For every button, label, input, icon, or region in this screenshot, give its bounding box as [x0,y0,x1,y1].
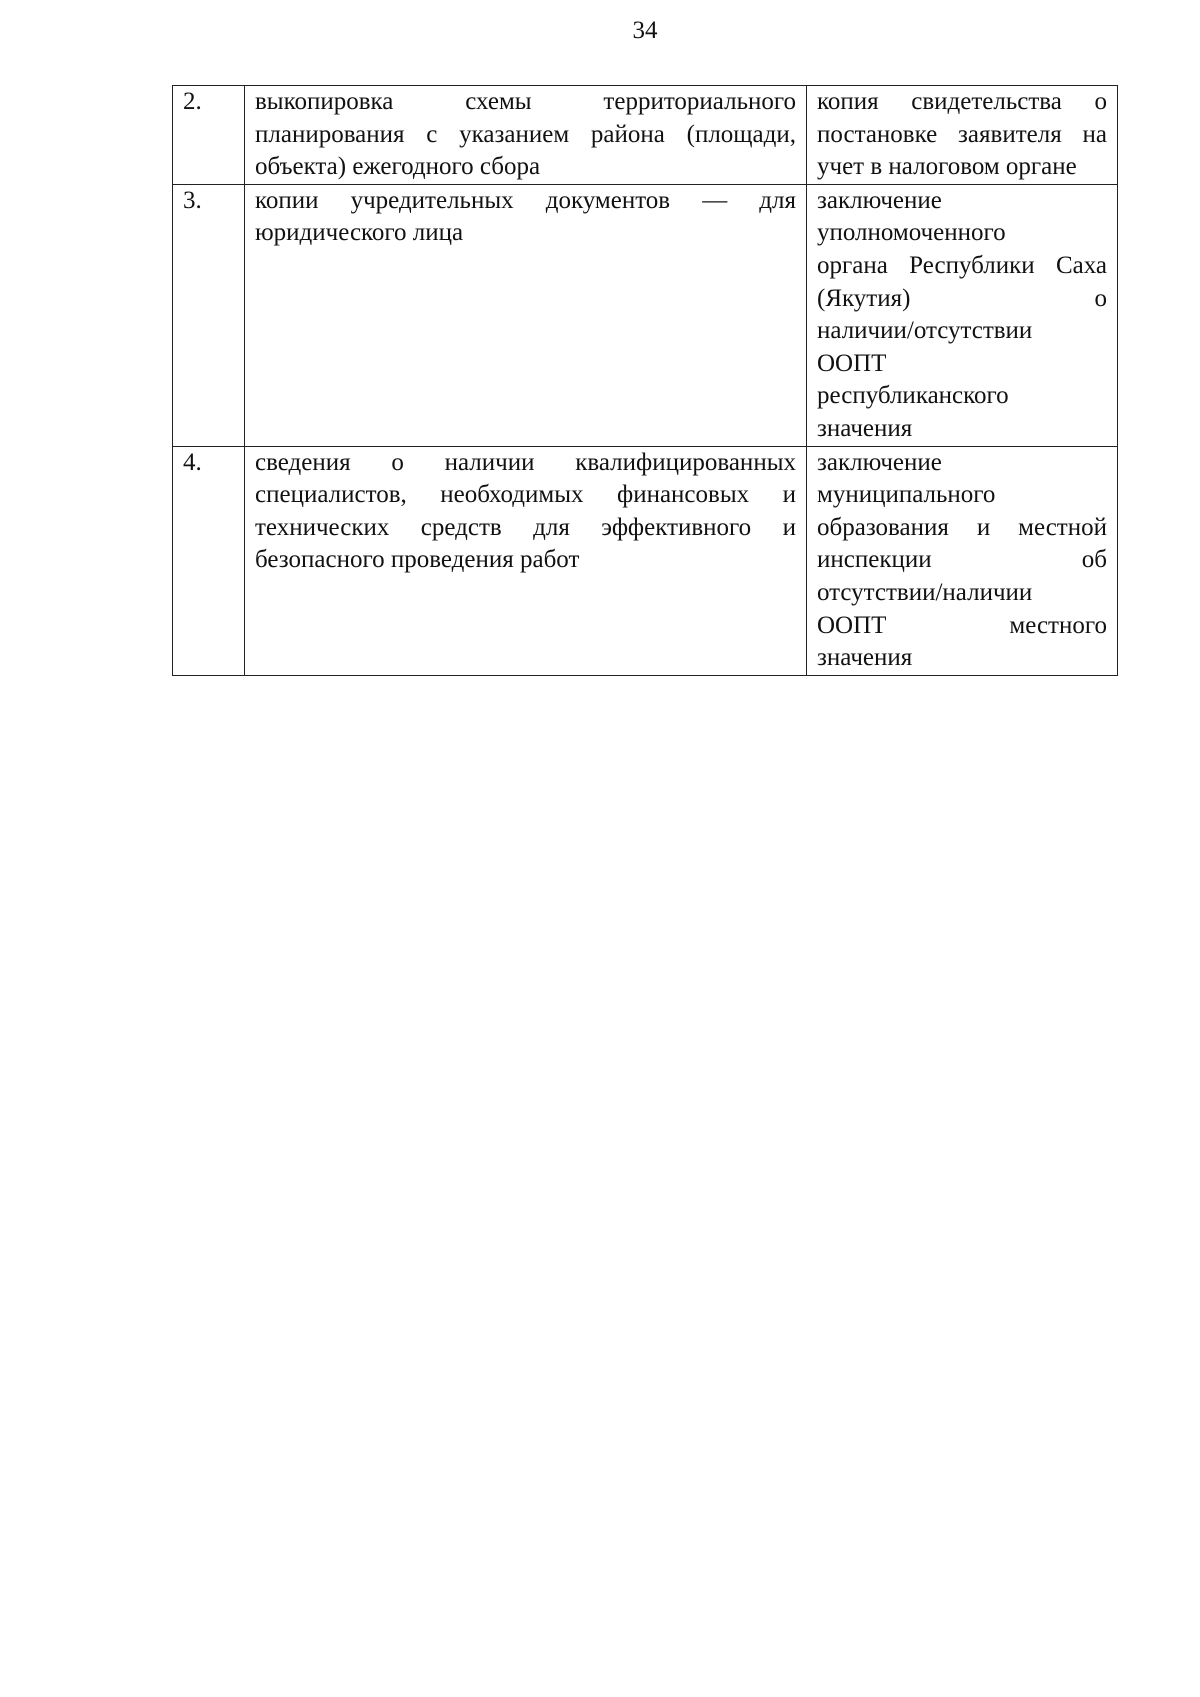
document-line: республиканского [817,382,1009,410]
description-line: выкопировка схемы территориального [255,88,796,115]
requirements-table [172,85,1118,676]
document-line: инспекции об [817,546,1107,574]
document-line: (Якутия) о [817,284,1107,312]
document-line: образования и местной [817,513,1107,541]
document-line: значения [817,414,913,442]
description-cell [245,86,807,185]
document-line: ООПТ местного [817,611,1107,639]
document-line: значения [817,644,913,672]
table-row [173,184,1118,446]
document-line: учет в налоговом органе [817,153,1077,181]
description-line: объекта) ежегодного сбора [255,153,541,181]
document-cell [807,184,1118,446]
description-line: специалистов, необходимых финансовых и [255,481,796,509]
document-line: отсутствии/наличии [817,578,1033,606]
description-line: сведения о наличии квалифицированных [255,448,796,476]
document-line: муниципального [817,481,996,509]
row-number-cell: 4. [173,446,245,675]
table-row [173,86,1118,185]
description-line: юридического лица [255,219,464,247]
document-line: уполномоченного [817,219,1006,247]
row-number-cell: 2. [173,86,245,185]
page-number: 34 [632,17,658,44]
description-line: копии учредительных документов — для [255,186,796,214]
description-line: технических средств для эффективного и [255,513,796,541]
document-cell [807,86,1118,185]
document-line: ООПТ [817,349,887,377]
document-cell [807,446,1118,675]
document-line: постановке заявителя на [817,120,1107,148]
document-line: заключение [817,448,942,476]
row-number-cell: 3. [173,184,245,446]
document-line: копия свидетельства о [817,88,1107,115]
table-row [173,446,1118,675]
description-cell [245,184,807,446]
document-line: заключение [817,186,942,214]
description-cell [245,446,807,675]
document-line: наличии/отсутствии [817,317,1033,345]
description-line: планирования с указанием района (площади, [255,120,796,148]
description-line: безопасного проведения работ [255,546,580,574]
document-line: органа Республики Саха [817,251,1107,279]
